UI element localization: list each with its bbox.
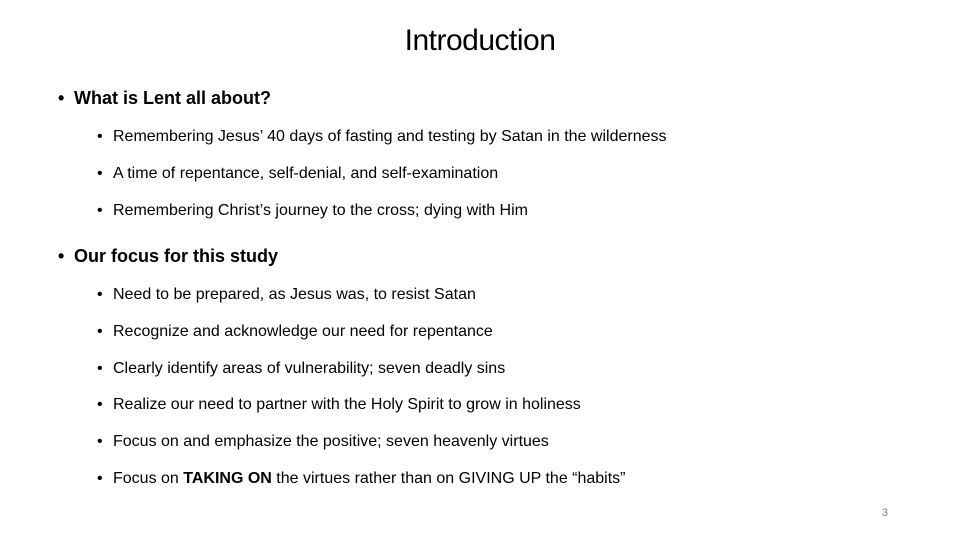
list-item-text: Remembering Christ’s journey to the cross; dying with Him (113, 202, 528, 219)
list-item (97, 433, 549, 451)
list-item (97, 396, 581, 414)
bullet: • (97, 286, 103, 303)
bullet: • (97, 128, 103, 145)
section-heading-lent (58, 88, 271, 109)
bullet: • (58, 246, 65, 266)
list-item (97, 470, 626, 488)
bullet: • (97, 360, 103, 377)
bullet: • (97, 323, 103, 340)
list-item-text: Focus on and emphasize the positive; seven heavenly virtues (113, 433, 549, 450)
list-item-text: Remembering Jesus’ 40 days of fasting and testing by Satan in the wilderness (113, 128, 667, 145)
list-item (97, 323, 493, 341)
list-item-text: Realize our need to partner with the Holy Spirit to grow in holiness (113, 396, 581, 413)
list-item-text: Recognize and acknowledge our need for repentance (113, 323, 493, 340)
bullet: • (97, 433, 103, 450)
list-item (97, 286, 476, 304)
list-item (97, 165, 498, 183)
bullet: • (97, 165, 103, 182)
bullet: • (97, 202, 103, 219)
list-item-text-post: the virtues rather than on GIVING UP the “habits” (271, 470, 626, 487)
list-item (97, 128, 667, 146)
slide-title: Introduction (404, 24, 556, 57)
list-item-text: Need to be prepared, as Jesus was, to resist Satan (113, 286, 476, 303)
list-item (97, 360, 505, 378)
bullet: • (97, 396, 103, 413)
section-heading-text: Our focus for this study (74, 246, 279, 266)
section-heading-focus (58, 246, 278, 267)
list-item-text-pre: Focus on (113, 470, 184, 487)
section-heading-text: What is Lent all about? (74, 88, 271, 108)
list-item-text: Clearly identify areas of vulnerability; seven deadly sins (113, 360, 506, 377)
bullet: • (97, 470, 103, 487)
list-item-text-bold: TAKING ON (183, 470, 272, 487)
list-item (97, 202, 528, 220)
list-item-text: A time of repentance, self-denial, and self-examination (113, 165, 499, 182)
bullet: • (58, 88, 65, 108)
page-number: 3 (881, 507, 888, 519)
